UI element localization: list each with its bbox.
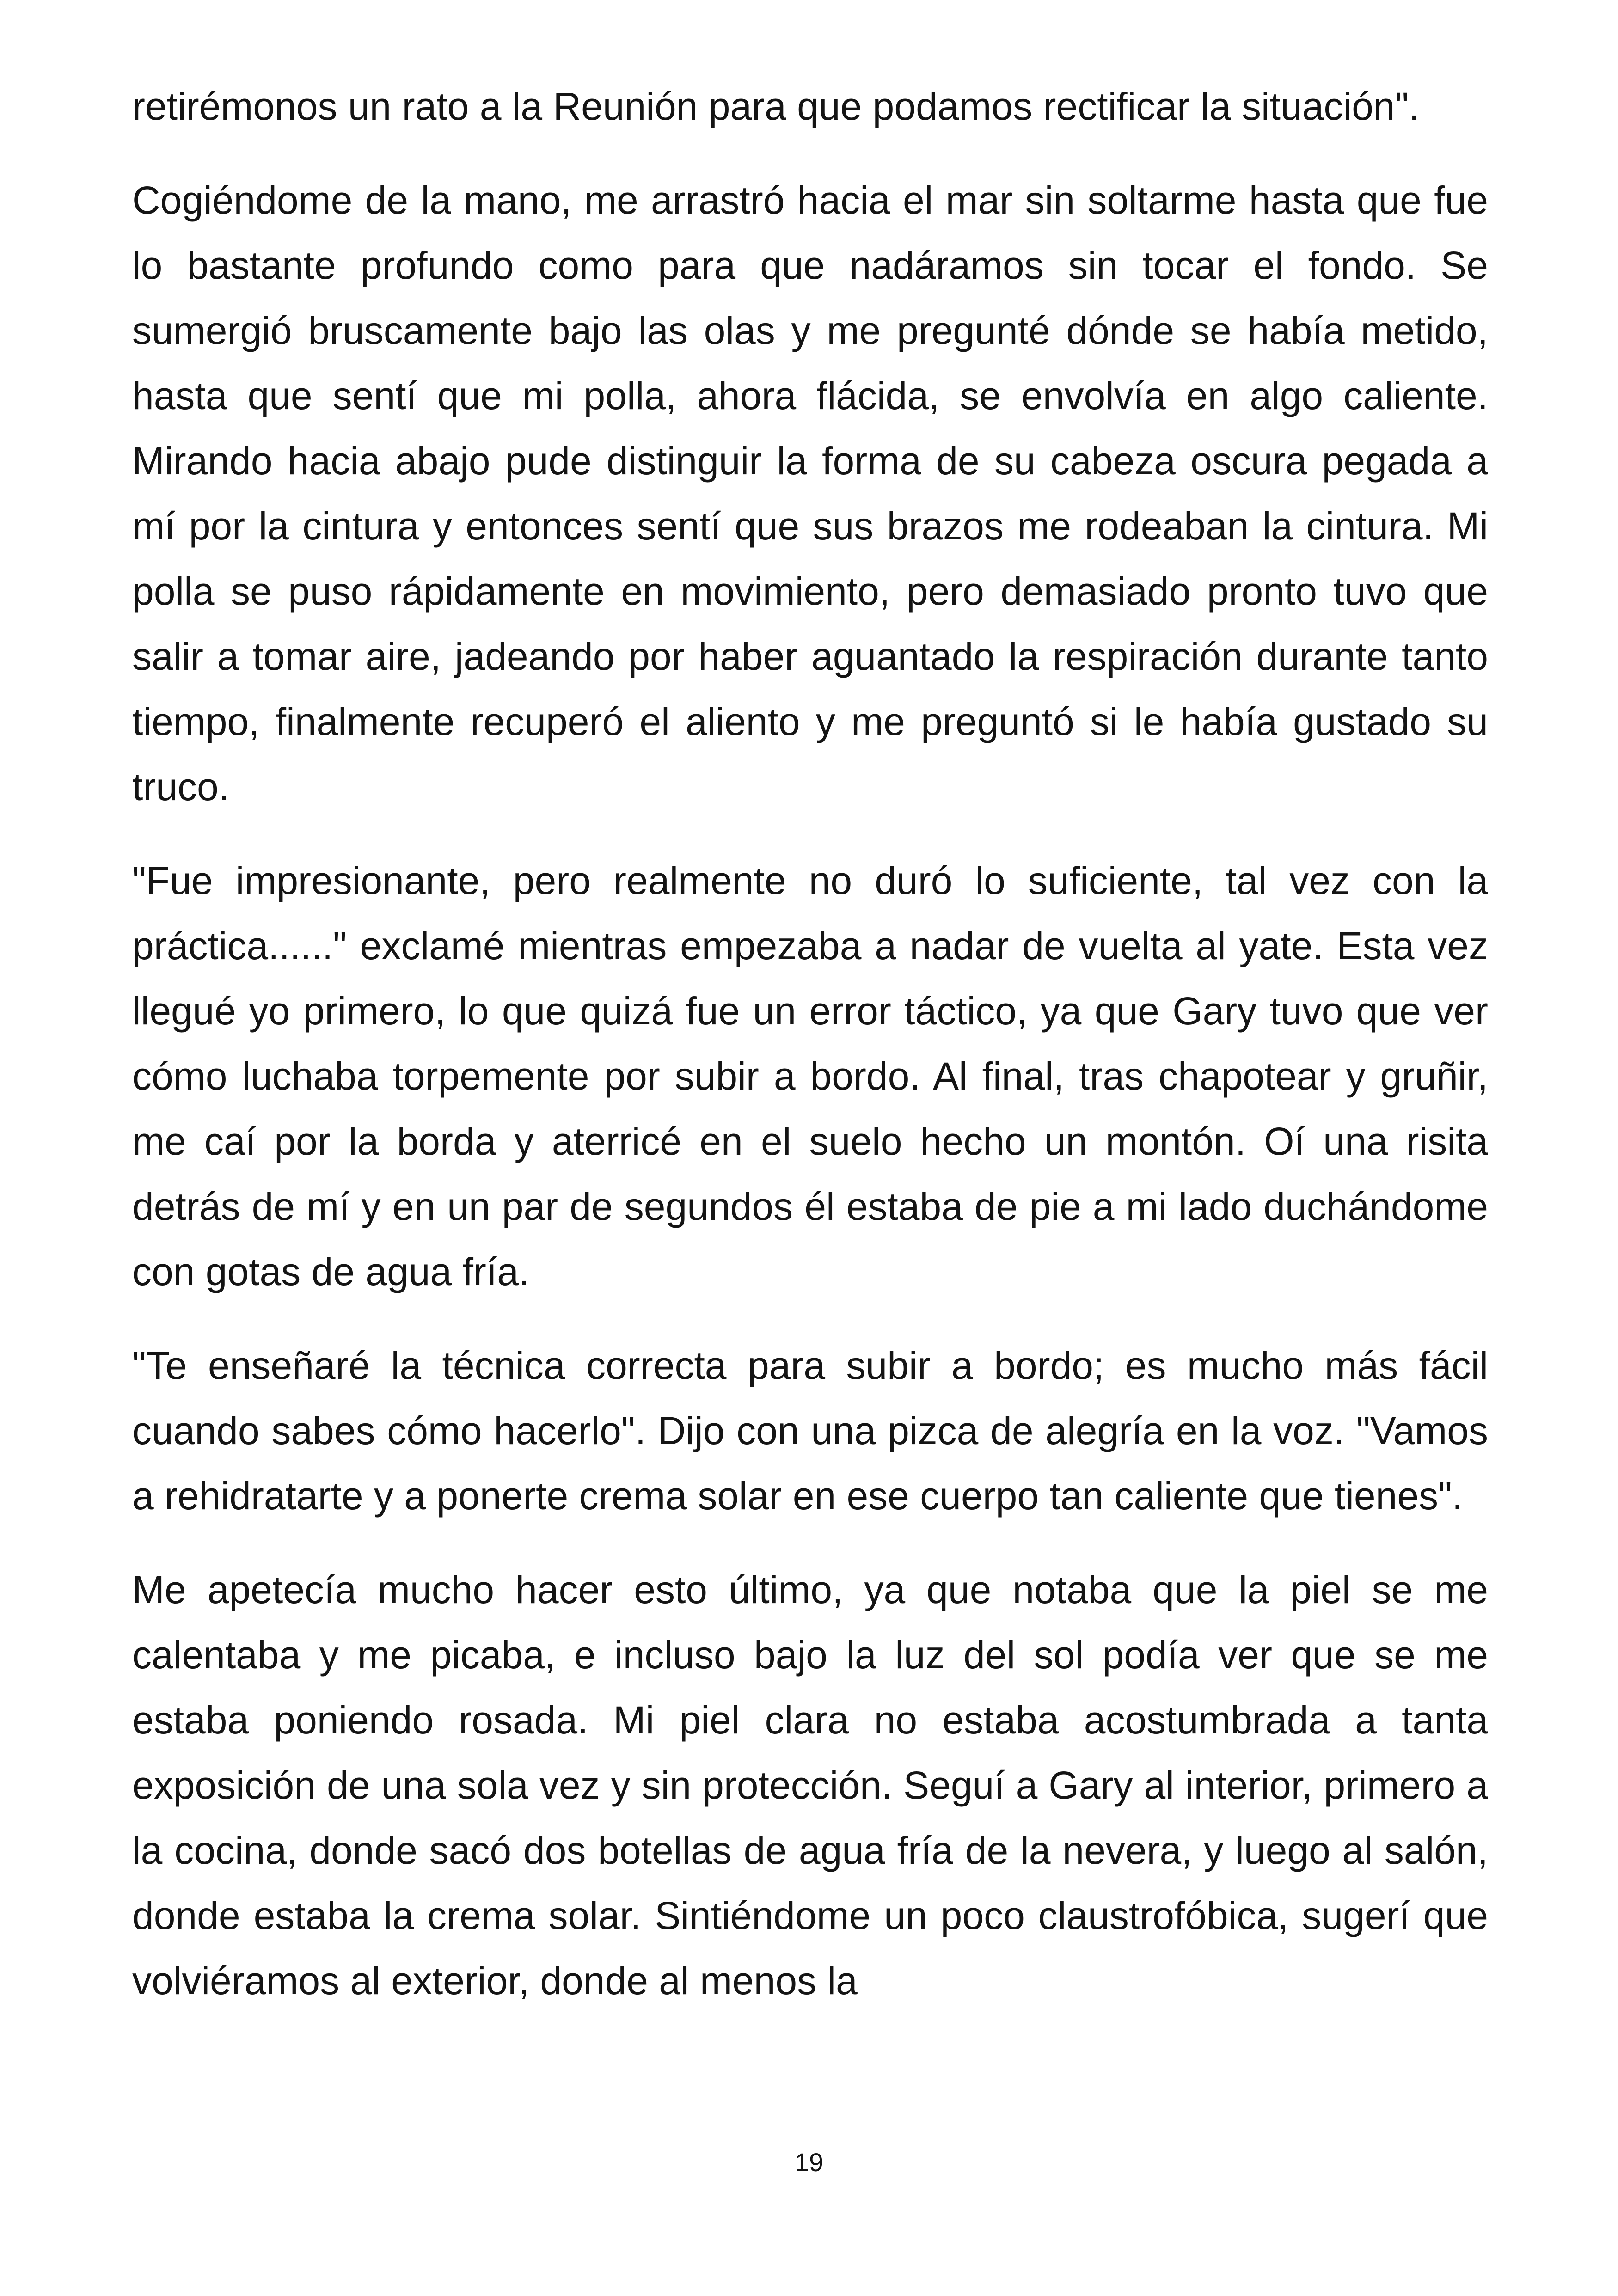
paragraph: "Te enseñaré la técnica correcta para subir a bordo; es mucho más fácil cuando sabes cómo hacerlo". Dijo con una pizca de alegría en la voz. "Vamos a rehidratarte y a ponerte crema solar en ese cuerpo tan caliente que tienes".	[132, 1344, 1488, 1518]
body-text	[132, 74, 1488, 2042]
paragraph: retirémonos un rato a la Reunión para que podamos rectificar la situación".	[132, 85, 1420, 128]
paragraph: "Fue impresionante, pero realmente no duró lo suficiente, tal vez con la práctica......" exclamé mientras empezaba a nadar de vuelta al yate. Esta vez llegué yo primero, lo que quizá fue un error táctico, ya que Gary tuvo que ver cómo luchaba torpemente por subir a bordo. Al final, tras chapotear y gruñir, me caí por la borda y aterricé en el suelo hecho un montón. Oí una risita detrás de mí y en un par de segundos él estaba de pie a mi lado duchándome con gotas de agua fría.	[132, 859, 1488, 1293]
page-number: 19	[794, 2148, 824, 2177]
paragraph: Cogiéndome de la mano, me arrastró hacia el mar sin soltarme hasta que fue lo bastante profundo como para que nadáramos sin tocar el fondo. Se sumergió bruscamente bajo las olas y me pregunté dónde se había metido, hasta que sentí que mi polla, ahora flácida, se envolvía en algo caliente. Mirando hacia abajo pude distinguir la forma de su cabeza oscura pegada a mí por la cintura y entonces sentí que sus brazos me rodeaban la cintura. Mi polla se puso rápidamente en movimiento, pero demasiado pronto tuvo que salir a tomar aire, jadeando por haber aguantado la respiración durante tanto tiempo, finalmente recuperó el aliento y me preguntó si le había gustado su truco.	[132, 178, 1488, 808]
paragraph: Me apetecía mucho hacer esto último, ya que notaba que la piel se me calentaba y me picaba, e incluso bajo la luz del sol podía ver que se me estaba poniendo rosada. Mi piel clara no estaba acostumbrada a tanta exposición de una sola vez y sin protección. Seguí a Gary al interior, primero a la cocina, donde sacó dos botellas de agua fría de la nevera, y luego al salón, donde estaba la crema solar. Sintiéndome un poco claustrofóbica, sugerí que volviéramos al exterior, donde al menos la	[132, 1568, 1488, 2002]
